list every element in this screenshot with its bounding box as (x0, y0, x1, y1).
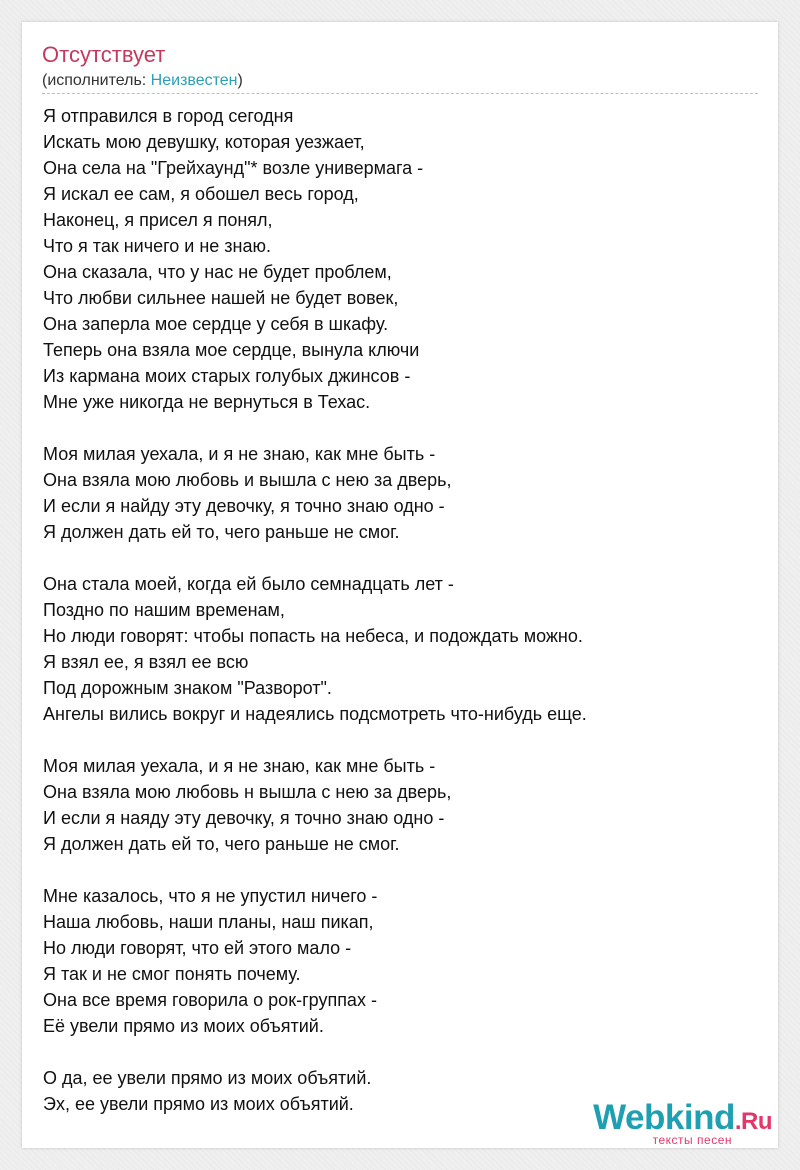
lyric-line: Под дорожным знаком "Разворот". (43, 678, 332, 698)
lyrics-stanza (43, 883, 758, 1039)
lyric-line: Я искал ее сам, я обошел весь город, (43, 184, 359, 204)
lyric-line: И если я найду эту девочку, я точно знаю одно - (43, 496, 445, 516)
artist-suffix: ) (237, 72, 243, 89)
lyric-line: Теперь она взяла мое сердце, вынула ключи (43, 340, 420, 360)
logo-web: Web (593, 1098, 665, 1137)
lyric-line: Она стала моей, когда ей было семнадцать лет - (43, 574, 454, 594)
logo-tagline: тексты песен (652, 1133, 732, 1147)
lyric-line: Ангелы вились вокруг и надеялись подсмотреть что-нибудь еще. (43, 704, 587, 724)
lyric-line: Я взял ее, я взял ее всю (43, 652, 249, 672)
logo-kind: kind (664, 1098, 735, 1137)
lyric-line: Наша любовь, наши планы, наш пикап, (43, 912, 374, 932)
lyric-line: Мне уже никогда не вернуться в Техас. (43, 392, 371, 412)
lyric-line: Она взяла мою любовь н вышла с нею за дверь, (43, 782, 452, 802)
artist-prefix: (исполнитель: (42, 72, 151, 89)
lyric-line: Она все время говорила о рок-группах - (43, 990, 377, 1010)
lyrics-body (43, 103, 758, 1143)
artist-line (42, 71, 243, 91)
lyric-line: Она взяла мою любовь и вышла с нею за дверь, (43, 470, 452, 490)
lyrics-stanza (43, 103, 758, 415)
title-divider (42, 93, 758, 94)
lyric-line: Я должен дать ей то, чего раньше не смог. (43, 522, 400, 542)
lyric-line: Эх, ее увели прямо из моих объятий. (43, 1094, 354, 1114)
lyric-line: Что любви сильнее нашей не будет вовек, (43, 288, 399, 308)
lyric-line: Моя милая уехала, и я не знаю, как мне быть - (43, 756, 436, 776)
lyric-line: О да, ее увели прямо из моих объятий. (43, 1068, 372, 1088)
lyric-line: Она сказала, что у нас не будет проблем, (43, 262, 392, 282)
lyrics-stanza (43, 753, 758, 857)
lyric-line: Что я так ничего и не знаю. (43, 236, 272, 256)
lyric-line: Из кармана моих старых голубых джинсов - (43, 366, 411, 386)
lyric-line: Поздно по нашим временам, (43, 600, 285, 620)
lyric-line: Она села на "Грейхаунд"* возле универмага - (43, 158, 424, 178)
lyrics-stanza (43, 441, 758, 545)
song-title: Отсутствует (42, 42, 166, 67)
lyric-line: Она заперла мое сердце у себя в шкафу. (43, 314, 389, 334)
lyric-line: Я отправился в город сегодня (43, 106, 294, 126)
lyrics-card (22, 22, 778, 1148)
lyric-line: Но люди говорят, что ей этого мало - (43, 938, 352, 958)
lyric-line: Наконец, я присел я понял, (43, 210, 273, 230)
lyric-line: Её увели прямо из моих объятий. (43, 1016, 324, 1036)
lyric-line: Я должен дать ей то, чего раньше не смог. (43, 834, 400, 854)
lyric-line: И если я наяду эту девочку, я точно знаю одно - (43, 808, 445, 828)
lyric-line: Моя милая уехала, и я не знаю, как мне быть - (43, 444, 436, 464)
lyric-line: Но люди говорят: чтобы попасть на небеса, и подождать можно. (43, 626, 583, 646)
lyric-line: Я так и не смог понять почему. (43, 964, 301, 984)
logo-tld: .Ru (734, 1108, 772, 1135)
artist-name-link[interactable]: Неизвестен (150, 72, 238, 89)
lyric-line: Искать мою девушку, которая уезжает, (43, 132, 365, 152)
lyric-line: Мне казалось, что я не упустил ничего - (43, 886, 378, 906)
lyrics-stanza (43, 571, 758, 727)
site-logo[interactable] (593, 1100, 772, 1146)
